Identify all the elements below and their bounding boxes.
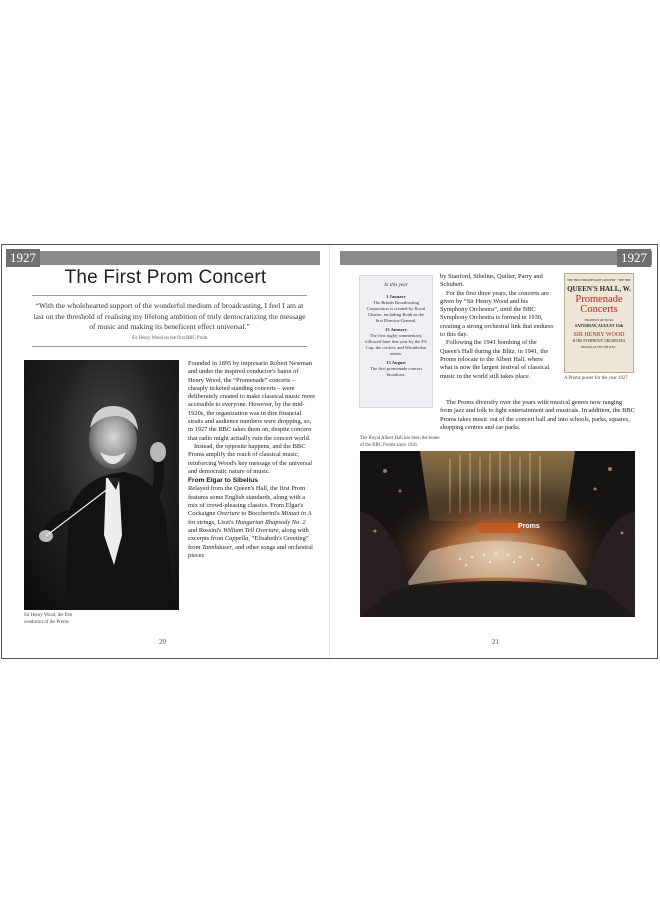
section-subhead: From Elgar to Sibelius — [188, 477, 258, 485]
pull-quote: “With the wholehearted support of the wonderful medium of broadcasting, I feel I am at last on the threshold of realising my lifelong ambition of truly democratizing the message of music and making its beneficent effect universal.” — [33, 301, 306, 331]
conductor-photo — [24, 360, 179, 610]
year-tab-right: 1927 — [617, 249, 651, 267]
sidebar-heading: In this year — [384, 282, 408, 288]
poster-title-1: Promenade — [575, 294, 623, 305]
sidebar-entry: The first rugby commentary, followed later that year by the FA Cup, the cricket, and Wimbledon tennis. — [365, 333, 427, 356]
body-paragraph-1: Founded in 1895 by impresario Robert Newman and under the inspired conductor's baton of Henry Wood, the “Promenade” concerts – cheaply ticketed standing concerts – were deliberately created to make classical music more accessible to everyone. However, by the mid-1920s, the organization was in dire financial straits and audience numbers were dropping, so, in 1927 the BBC takes them on, despite concern that radio might actually ruin the concert world. — [188, 360, 316, 442]
quote-bottom-rule — [32, 346, 307, 347]
body-paragraph-6: Following the 1941 bombing of the Queen's Hall during the Blitz, in 1941, the Proms relocate to the Albert Hall, where what is now the largest festival of classical music in the world still takes place. — [440, 339, 550, 380]
body-paragraph-2: Instead, the opposite happens, and the BBC Proms amplify the reach of classical music, reinforcing Wood's key message of the universal and democratic nature of music. — [188, 442, 313, 475]
hall-photo-caption: The Royal Albert Hall has been the home of the BBC Proms since 1941. — [360, 436, 440, 448]
sidebar-date: 1 January — [386, 294, 406, 299]
poster-orchestra: & HIS SYMPHONY ORCHESTRA — [572, 339, 626, 343]
poster-hall: QUEEN'S HALL, W. — [567, 285, 631, 293]
page-title: The First Prom Concert — [64, 267, 267, 288]
page-number-left: 20 — [159, 638, 166, 646]
header-band-left — [8, 251, 320, 265]
poster-top-line: THE FIRST PROMENADE CONCERT · THE BBC — [567, 278, 631, 282]
poster-line-2: SATURDAY, AUGUST 13th — [574, 323, 624, 328]
sidebar-date: 15 January — [384, 327, 408, 332]
year-tab-left: 1927 — [6, 249, 40, 267]
conductor-photo-caption: Sir Henry Wood, the first conductor of the Proms — [24, 613, 73, 625]
quote-top-rule — [32, 295, 307, 296]
right-body-column — [440, 273, 554, 381]
right-body-full — [440, 399, 636, 432]
quote-attribution: Sir Henry Wood on the first BBC Prom — [131, 336, 208, 341]
gutter — [329, 245, 330, 658]
body-paragraph-7: The Proms diversify over the years with musical genres now ranging from jazz and folk to light entertainment and musicals. In addition, the BBC Proms takes music out of the concert hall and into schools, parks, squares, shopping centres and car parks. — [440, 399, 635, 431]
poster-caption: A Proms poster for the year 1927 — [564, 376, 628, 381]
in-this-year-sidebar — [359, 275, 433, 408]
body-paragraph-4: by Stanford, Sibelius, Quilter, Parry and Schubert. — [440, 273, 543, 289]
royal-albert-hall-photo — [360, 451, 635, 617]
proms-poster — [564, 273, 634, 373]
poster-conductor: SIR HENRY WOOD — [573, 332, 625, 338]
body-paragraph-3: Relayed from the Queen's Hall, the first Prom features some English standards, along with a mix of crowd-pleasing classics. From Elgar's Cockaigne Overture to Boccherini's Minuet in A for strings, Liszt's Hungarian Rhapsody No. 2 and Rossini's William Tell Overture, along with excerpts from Cappella, “Elisabeth's Greeting” from Tannhäuser, and other songs and orchestral pieces — [188, 485, 313, 559]
poster-line-1: NIGHTLY AT 8 P.M. — [584, 318, 614, 322]
left-body-column — [188, 360, 316, 560]
stage-banner: Proms — [518, 523, 540, 530]
sidebar-date: 13 August — [386, 360, 406, 365]
sidebar-entry: The first promenade concert broadcast. — [370, 366, 422, 377]
book-spread — [1, 244, 658, 659]
page-number-right: 21 — [492, 638, 499, 646]
sidebar-entry: The British Broadcasting Corporation is created by Royal Charter, including Reith as the first Director-General. — [366, 300, 426, 323]
poster-bottom: BROADCAST BY THE B.B.C. — [581, 346, 617, 349]
poster-title-2: Concerts — [580, 304, 618, 315]
body-paragraph-5: For the first three years, the concerts are given by “Sir Henry Wood and his Symphony Orchestra”, until the BBC Symphony Orchestra is formed in 1930, creating a strong orchestral link that endures to this day. — [440, 289, 554, 339]
header-band-right — [340, 251, 652, 265]
